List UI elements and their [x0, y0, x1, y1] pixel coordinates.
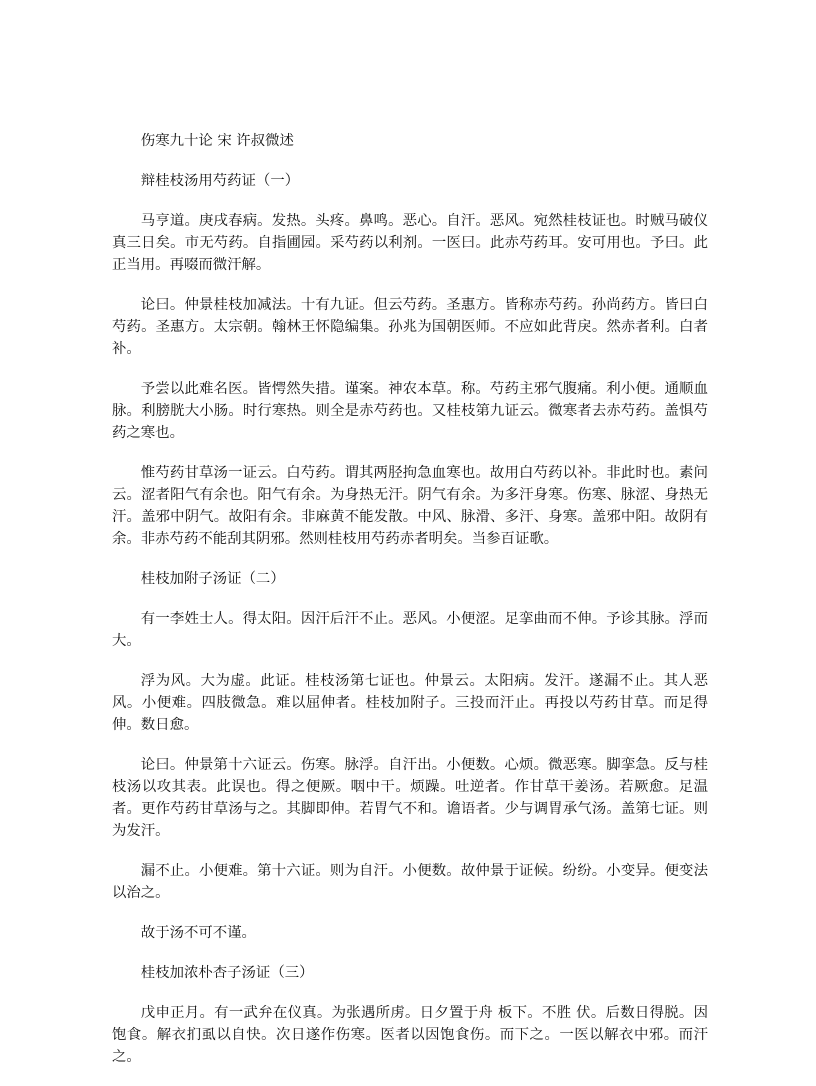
section-heading-2: 桂枝加附子汤证（二）: [140, 571, 285, 587]
paragraph: 漏不止。小便难。第十六证。则为自汗。小便数。故仲景于证候。纷纷。小变异。便变法以治之。: [112, 863, 708, 901]
document-page: [112, 130, 708, 1086]
paragraph: 予尝以此难名医。皆愕然失措。谨案。神农本草。称。芍药主邪气腹痛。利小便。通顺血脉。利膀胱大小肠。时行寒热。则全是赤芍药也。又桂枝第九证云。微寒者去赤芍药。盖惧芍药之寒也。: [112, 381, 708, 441]
paragraph: 故于汤不可不谨。: [140, 925, 256, 941]
paragraph: 论曰。仲景第十六证云。伤寒。脉浮。自汗出。小便数。心烦。微恶寒。脚挛急。反与桂枝汤以攻其表。此误也。得之便厥。咽中干。烦躁。吐逆者。作甘草干姜汤。若厥愈。足温者。更作芍药甘草汤与之。其脚即伸。若胃气不和。谵语者。少与调胃承气汤。盖第七证。则为发汗。: [112, 757, 708, 839]
paragraph: 戊申正月。有一武弁在仪真。为张遇所虏。日夕置于舟 板下。不胜 伏。后数日得脱。因饱食。解衣扪虱以自快。次日遂作伤寒。医者以因饱食伤。而下之。一医以解衣中邪。而汗之。: [112, 1005, 708, 1065]
section-heading-1: 辩桂枝汤用芍药证（一）: [140, 173, 300, 189]
document-title: 伤寒九十论 宋 许叔微述: [140, 133, 294, 149]
paragraph: 有一李姓士人。得太阳。因汗后汗不止。恶风。小便涩。足挛曲而不伸。予诊其脉。浮而大。: [112, 611, 708, 649]
paragraph: 马亨道。庚戌春病。发热。头疼。鼻鸣。恶心。自汗。恶风。宛然桂枝证也。时贼马破仪真三日矣。市无芍药。自指圃园。采芍药以利剂。一医曰。此赤芍药耳。安可用也。予曰。此正当用。再啜而微汗解。: [112, 213, 708, 273]
section-heading-3: 桂枝加浓朴杏子汤证（三）: [140, 965, 314, 981]
paragraph: 浮为风。大为虚。此证。桂枝汤第七证也。仲景云。太阳病。发汗。遂漏不止。其人恶风。小便难。四肢微急。难以屈伸者。桂枝加附子。三投而汗止。再投以芍药甘草。而足得伸。数日愈。: [112, 673, 708, 733]
paragraph: 惟芍药甘草汤一证云。白芍药。谓其两胫拘急血寒也。故用白芍药以补。非此时也。素问云。涩者阳气有余也。阳气有余。为身热无汗。阴气有余。为多汗身寒。伤寒、脉涩、身热无汗。盖邪中阴气。故阳有余。非麻黄不能发散。中风、脉滑、多汗、身寒。盖邪中阳。故阴有余。非赤芍药不能刮其阴邪。然则桂枝用芍药赤者明矣。当参百证歌。: [112, 465, 708, 547]
paragraph: 论曰。仲景桂枝加减法。十有九证。但云芍药。圣惠方。皆称赤芍药。孙尚药方。皆曰白芍药。圣惠方。太宗朝。翰林王怀隐编集。孙兆为国朝医师。不应如此背戾。然赤者利。白者补。: [112, 297, 708, 357]
